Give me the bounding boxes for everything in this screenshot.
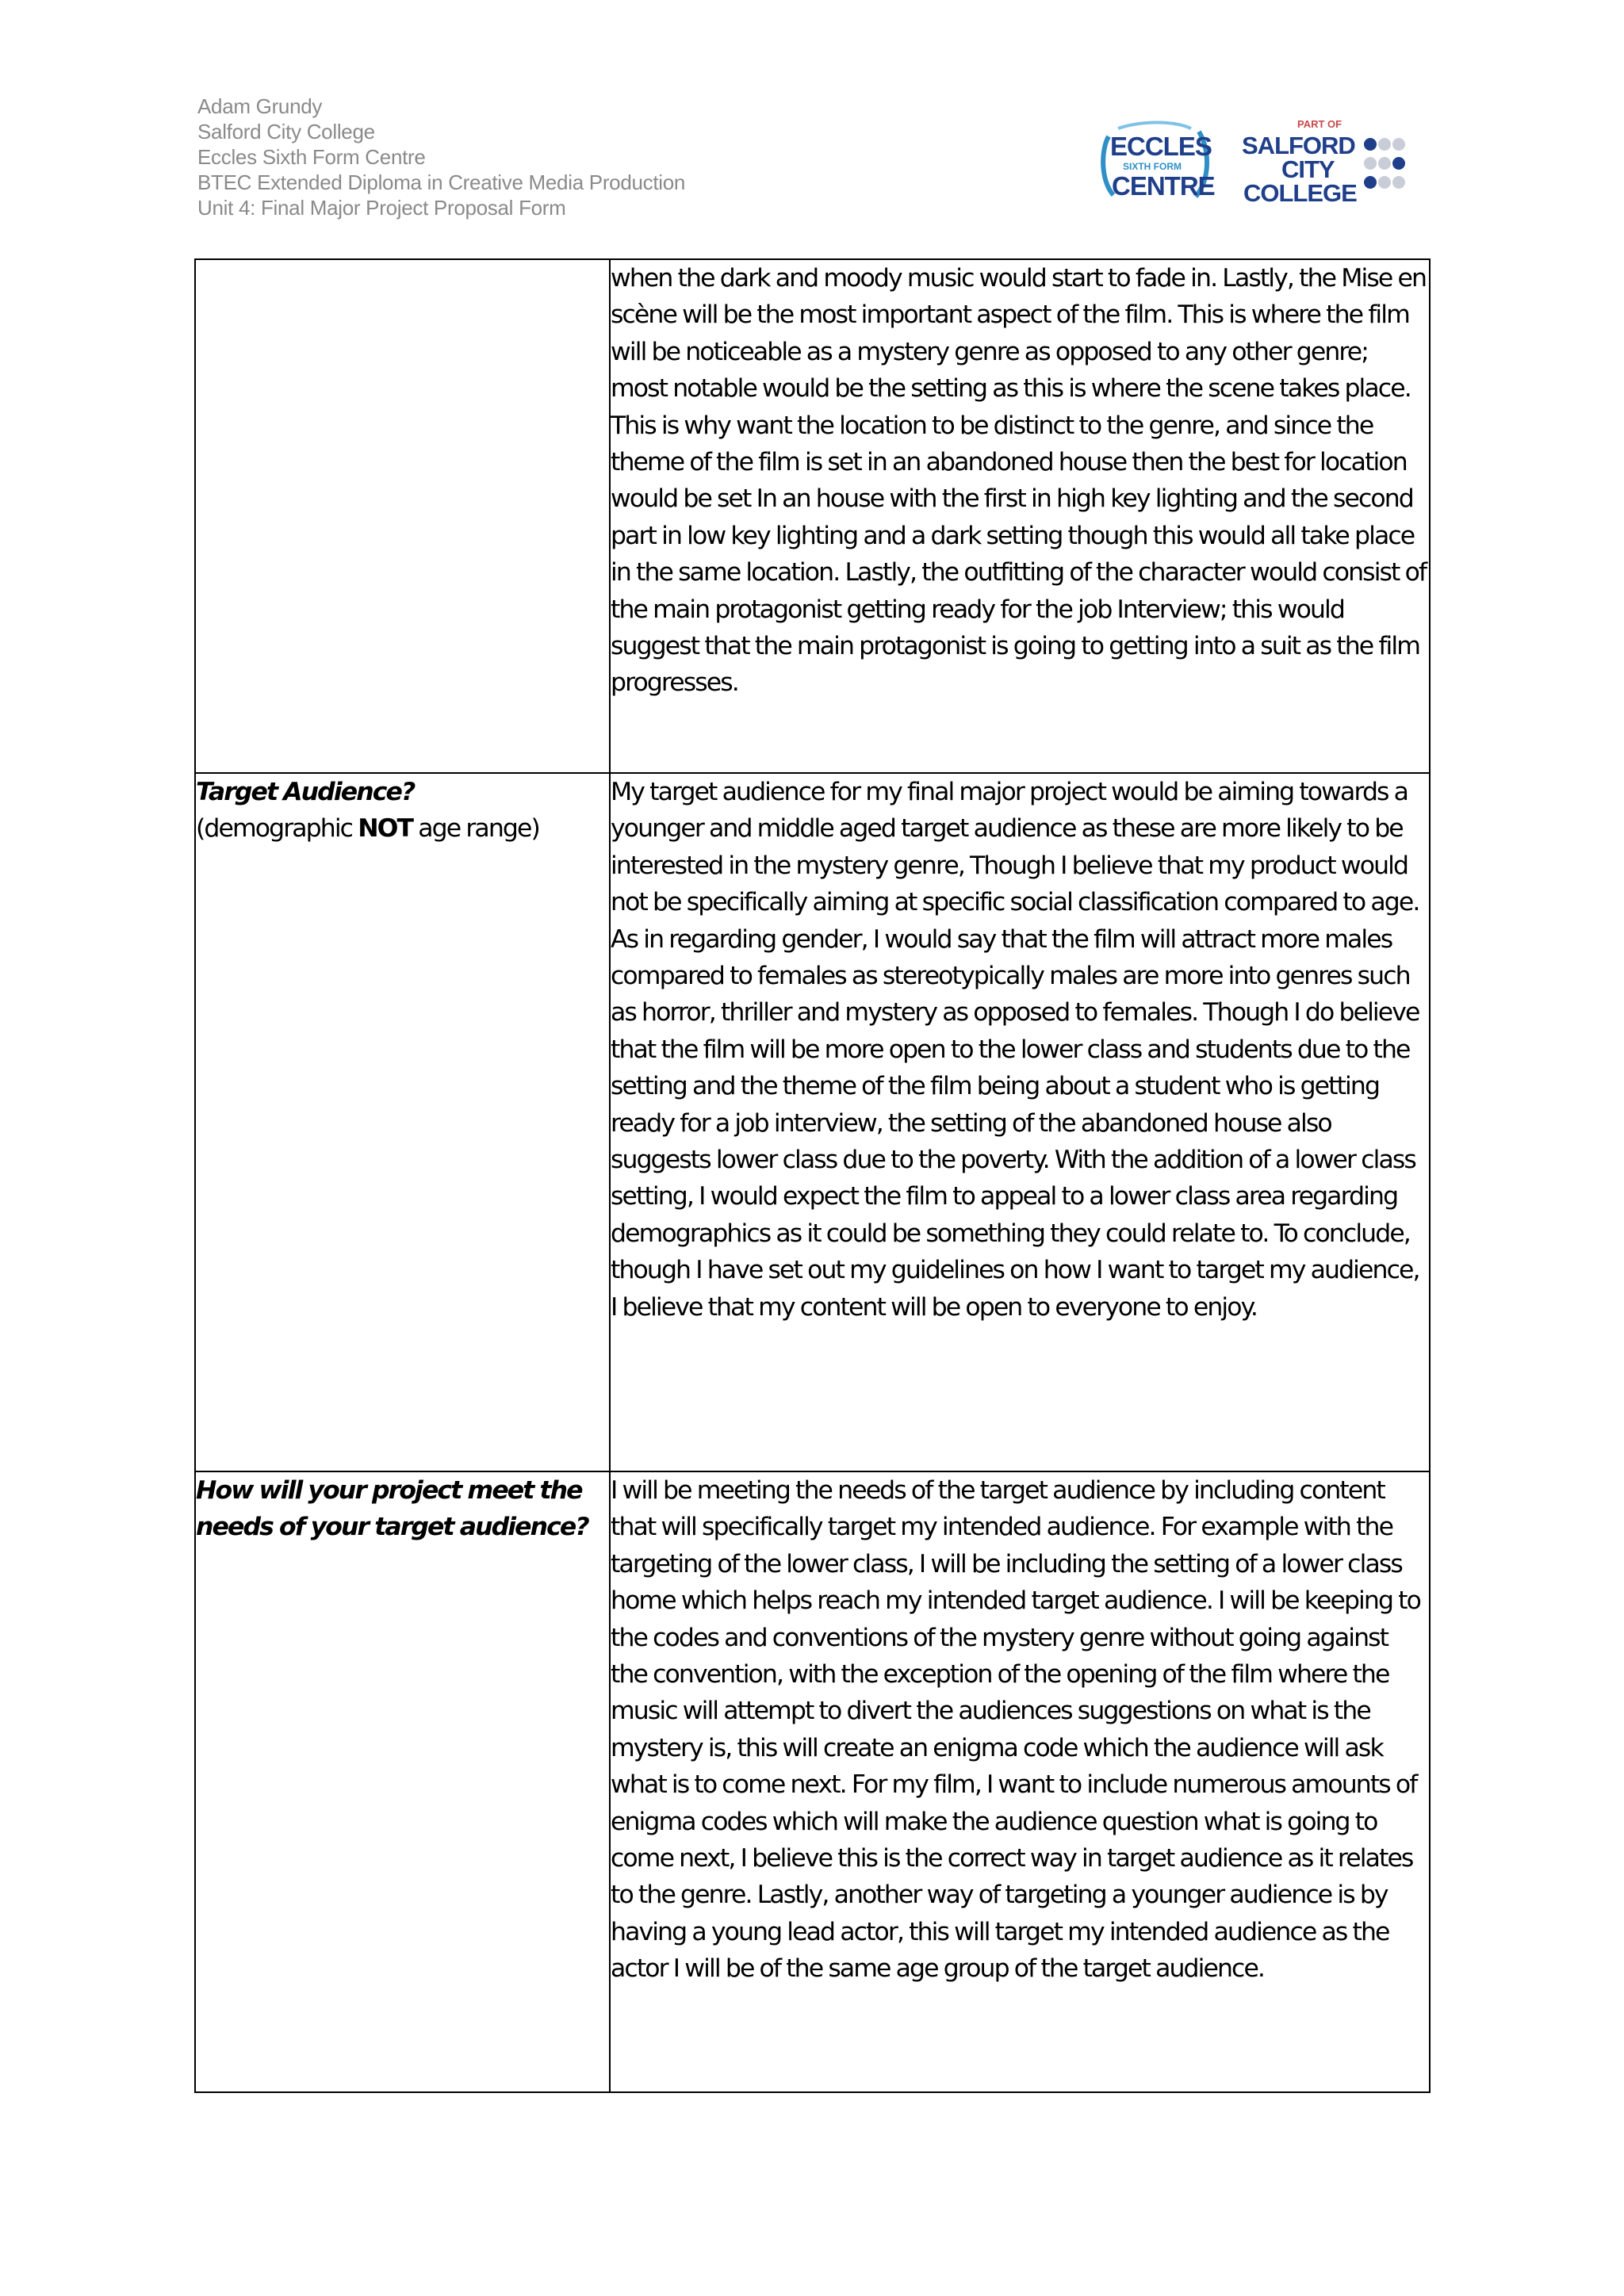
eccles-logo-line3: CENTRE <box>1112 171 1215 201</box>
header-author: Adam Grundy <box>197 94 323 118</box>
question-title: Target Audience? <box>196 778 415 806</box>
eccles-centre-logo <box>1094 119 1213 206</box>
salford-logo-line1: SALFORD <box>1242 132 1355 159</box>
question-note <box>196 810 609 847</box>
question-note-post: age range) <box>412 814 539 844</box>
question-title: How will your project meet the needs of your target audience? <box>196 1476 588 1542</box>
eccles-logo-line2: SIXTH FORM <box>1123 161 1182 172</box>
answer-cell: My target audience for my final major project would be aiming towards a younger and middle aged target audience as these are more likely to be interested in the mystery genre, Though I believe that my product would not be specifically aiming at specific social classification compared to age. As in regarding gender, I would say that the film will attract more males compared to females as stereotypically males are more into genres such as horror, thriller and mystery as opposed to females. Though I do believe that the film will be more open to the lower class and students due to the setting and the theme of the film being about a student who is getting ready for a job interview, the setting of the abandoned house also suggests lower class due to the poverty. With the addition of a lower class setting, I would expect the film to appeal to a lower class area regarding demographics as it could be something they could relate to. To conclude, though I have set out my guidelines on how I want to target my audience, I believe that my content will be open to everyone to enjoy. <box>610 773 1430 1471</box>
question-cell <box>195 259 610 773</box>
logo-group <box>1094 111 1427 214</box>
header-centre: Eccles Sixth Form Centre <box>197 145 426 169</box>
salford-logo-line2: CITY <box>1281 155 1335 183</box>
question-note-pre: (demographic <box>196 814 358 844</box>
question-cell <box>195 1471 610 2092</box>
answer-cell: I will be meeting the needs of the target audience by including content that will specifically target my intended audience. For example with the targeting of the lower class, I will be including the setting of a lower class home which helps reach my intended target audience. I will be keeping to the codes and conventions of the mystery genre without going against the convention, with the exception of the opening of the film where the music will attempt to divert the audiences suggestions on what is the mystery is, this will create an enigma code which the audience will ask what is to come next. For my film, I want to include numerous amounts of enigma codes which will make the audience question what is going to come next, I believe this is the correct way in target audience as it relates to the genre. Lastly, another way of targeting a younger audience is by having a young lead actor, this will target my intended audience as the actor I will be of the same age group of the target audience. <box>610 1471 1430 2092</box>
table-row <box>195 773 1430 1471</box>
table-row <box>195 1471 1430 2092</box>
header-course: BTEC Extended Diploma in Creative Media Production <box>197 170 686 194</box>
question-note-emphasis: NOT <box>358 814 413 844</box>
question-cell <box>195 773 610 1471</box>
document-header <box>197 94 990 220</box>
answer-cell: when the dark and moody music would start to fade in. Lastly, the Mise en scène will be the most important aspect of the film. This is where the film will be noticeable as a mystery genre as opposed to any other genre; most notable would be the setting as this is where the scene takes place. This is why want the location to be distinct to the genre, and since the theme of the film is set in an abandoned house then the best for location would be set In an house with the first in high key lighting and the second part in low key lighting and a dark setting though this would all take place in the same location. Lastly, the outfitting of the character would consist of the main protagonist getting ready for the job Interview; this would suggest that the main protagonist is going to getting into a suit as the film progresses. <box>610 259 1430 773</box>
table-row <box>195 259 1430 773</box>
salford-city-college-logo <box>1242 116 1424 209</box>
salford-logo-line3: COLLEGE <box>1243 179 1357 207</box>
header-college: Salford City College <box>197 120 375 144</box>
header-unit: Unit 4: Final Major Project Proposal Form <box>197 196 566 220</box>
proposal-table <box>194 258 1431 2093</box>
salford-logo-tagline: PART OF <box>1297 118 1342 130</box>
eccles-logo-line1: ECCLES <box>1110 132 1212 161</box>
